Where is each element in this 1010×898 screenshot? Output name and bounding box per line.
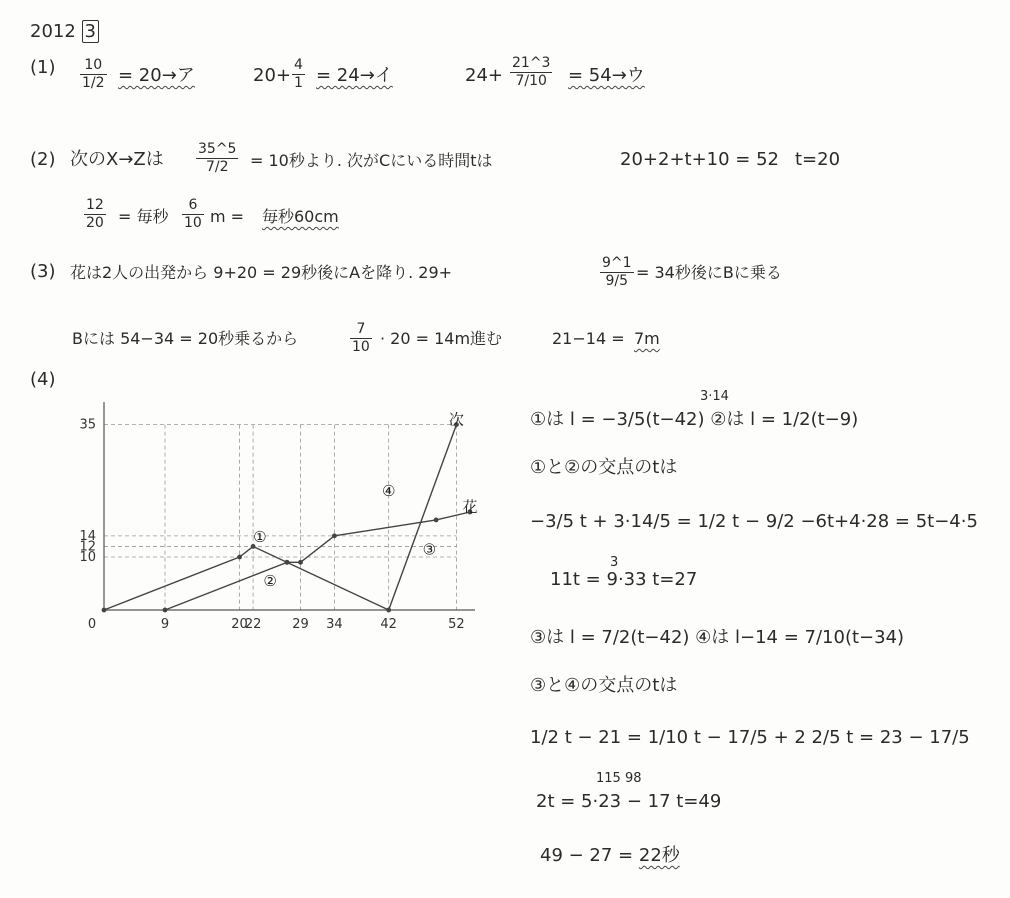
p4-eq9-pre: 49 − 27 = — [540, 845, 634, 866]
p4-eq8-sup: 115 98 — [596, 771, 642, 786]
answer-distance: 7m — [634, 329, 660, 348]
data-point — [298, 560, 303, 565]
data-point — [237, 555, 242, 560]
p3-line2-eq: 21−14 = — [552, 329, 625, 348]
x-tick-label: 22 — [244, 617, 262, 632]
axes-layer — [104, 402, 478, 610]
data-point — [332, 533, 337, 538]
p4-eq4: 11t = 9·33 t=27 — [550, 569, 698, 590]
part3-label: (3) — [30, 261, 56, 282]
p4-eq1-sup: 3·14 — [700, 389, 729, 404]
chart-annotation: ③ — [422, 540, 437, 559]
p4-eq5: ③は l = 7/2(t−42) ④は l−14 = 7/10(t−34) — [530, 627, 905, 648]
answer-i: = 24→イ — [316, 65, 393, 86]
p1-expr-2-pre: 20+ — [253, 65, 291, 86]
distance-time-graph — [60, 380, 500, 640]
p3-line1-post: = 34秒後にBに乗る — [636, 263, 782, 282]
part2-label: (2) — [30, 149, 56, 170]
p2-line2-unit: m = — [210, 207, 245, 226]
x-tick-label: 20 — [231, 617, 248, 632]
p2-fraction-1 — [196, 142, 238, 174]
y-tick-label: 14 — [79, 528, 96, 544]
p1-fraction-2 — [292, 58, 305, 90]
grid-layer — [104, 425, 456, 610]
p3-line2-answer — [634, 330, 660, 348]
chart-annotation: ① — [253, 528, 267, 547]
part4-label: (4) — [30, 369, 56, 390]
p3-fraction-1 — [600, 256, 634, 288]
p4-eq3: −3/5 t + 3·14/5 = 1/2 t − 9/2 −6t+4·28 = 5t−4·5 — [530, 511, 978, 532]
y-tick-label: 10 — [79, 550, 96, 566]
frac-den: 1 — [294, 74, 303, 91]
series-layer — [102, 422, 473, 612]
frac-den: 7/10 — [515, 72, 547, 89]
frac-den: 20 — [86, 214, 104, 231]
frac-den: 10 — [352, 338, 370, 355]
page-header — [30, 22, 99, 43]
chart-annotation: ④ — [381, 482, 396, 501]
part1-label: (1) — [30, 57, 56, 78]
data-point — [102, 608, 107, 613]
x-tick-label: 34 — [326, 617, 343, 632]
frac-den: 1/2 — [82, 74, 105, 91]
frac-num: 12 — [86, 197, 104, 213]
p1-result-1 — [118, 66, 195, 87]
answer-time: 22秒 — [638, 845, 680, 866]
x-tick-label: 9 — [160, 617, 170, 632]
answer-a: = 20→ア — [118, 65, 195, 86]
frac-den: 9/5 — [605, 272, 629, 289]
p2-line1-t: t=20 — [795, 149, 841, 170]
chart-annotation: ② — [263, 572, 277, 591]
frac-den: 7/2 — [205, 158, 229, 175]
y-tick-label: 35 — [79, 417, 96, 433]
p4-eq1: ①は l = −3/5(t−42) ②は l = 1/2(t−9) — [530, 409, 859, 430]
data-point — [386, 608, 391, 613]
p2-fraction-2 — [84, 198, 106, 230]
p2-line2-mid: = 毎秒 — [118, 207, 169, 226]
x-tick-label: 42 — [380, 617, 397, 632]
p4-eq2: ①と②の交点のtは — [530, 457, 678, 478]
frac-num: 6 — [188, 197, 198, 213]
p1-fraction-1 — [80, 58, 107, 90]
year-label: 2012 — [30, 21, 76, 42]
answer-speed: 毎秒60cm — [262, 207, 339, 226]
p2-line2-answer — [262, 208, 339, 226]
p4-eq4-sup: 3 — [610, 555, 619, 570]
data-point — [163, 608, 168, 613]
p3-line2-pre: Bには 54−34 = 20秒乗るから — [72, 329, 299, 348]
data-point — [285, 560, 290, 565]
p1-result-2 — [316, 66, 393, 87]
p2-line1-pre: 次のX→Zは — [70, 149, 164, 170]
series-line — [165, 425, 456, 610]
p4-eq9 — [540, 846, 680, 867]
p2-line1-eq: 20+2+t+10 = 52 — [620, 149, 779, 170]
frac-num: 9^1 — [602, 255, 632, 271]
p3-fraction-2 — [350, 322, 372, 354]
p3-line1-pre: 花は2人の出発から 9+20 = 29秒後にAを降り. 29+ — [70, 263, 453, 282]
p3-line2-mid: · 20 = 14m進む — [380, 329, 503, 348]
p2-line1-mid: = 10秒より. 次がCにいる時間tは — [250, 151, 493, 170]
data-point — [434, 518, 439, 523]
x-tick-label: 0 — [87, 617, 97, 632]
answer-u: = 54→ウ — [568, 65, 645, 86]
x-tick-label: 29 — [292, 617, 309, 632]
frac-num: 4 — [294, 57, 303, 73]
chart-annotation: 次 — [448, 410, 464, 429]
y-tick-label: 12 — [79, 539, 96, 555]
x-tick-label: 52 — [448, 617, 465, 632]
frac-num: 7 — [356, 321, 366, 337]
frac-num: 35^5 — [198, 141, 237, 157]
p4-eq7: 1/2 t − 21 = 1/10 t − 17/5 + 2 2/5 t = 23 − 17/5 — [530, 727, 970, 748]
labels-layer — [79, 411, 477, 632]
frac-num: 21^3 — [512, 55, 551, 71]
chart-annotation: 花 — [462, 498, 478, 516]
p1-expr-3-pre: 24+ — [465, 65, 503, 86]
p1-result-3 — [568, 66, 645, 87]
frac-den: 10 — [184, 214, 202, 231]
problem-number: 3 — [82, 20, 99, 43]
p1-fraction-3 — [510, 56, 552, 88]
p4-eq6: ③と④の交点のtは — [530, 675, 678, 696]
p4-eq8: 2t = 5·23 − 17 t=49 — [536, 791, 722, 812]
p2-fraction-3 — [182, 198, 204, 230]
frac-num: 10 — [84, 57, 103, 73]
